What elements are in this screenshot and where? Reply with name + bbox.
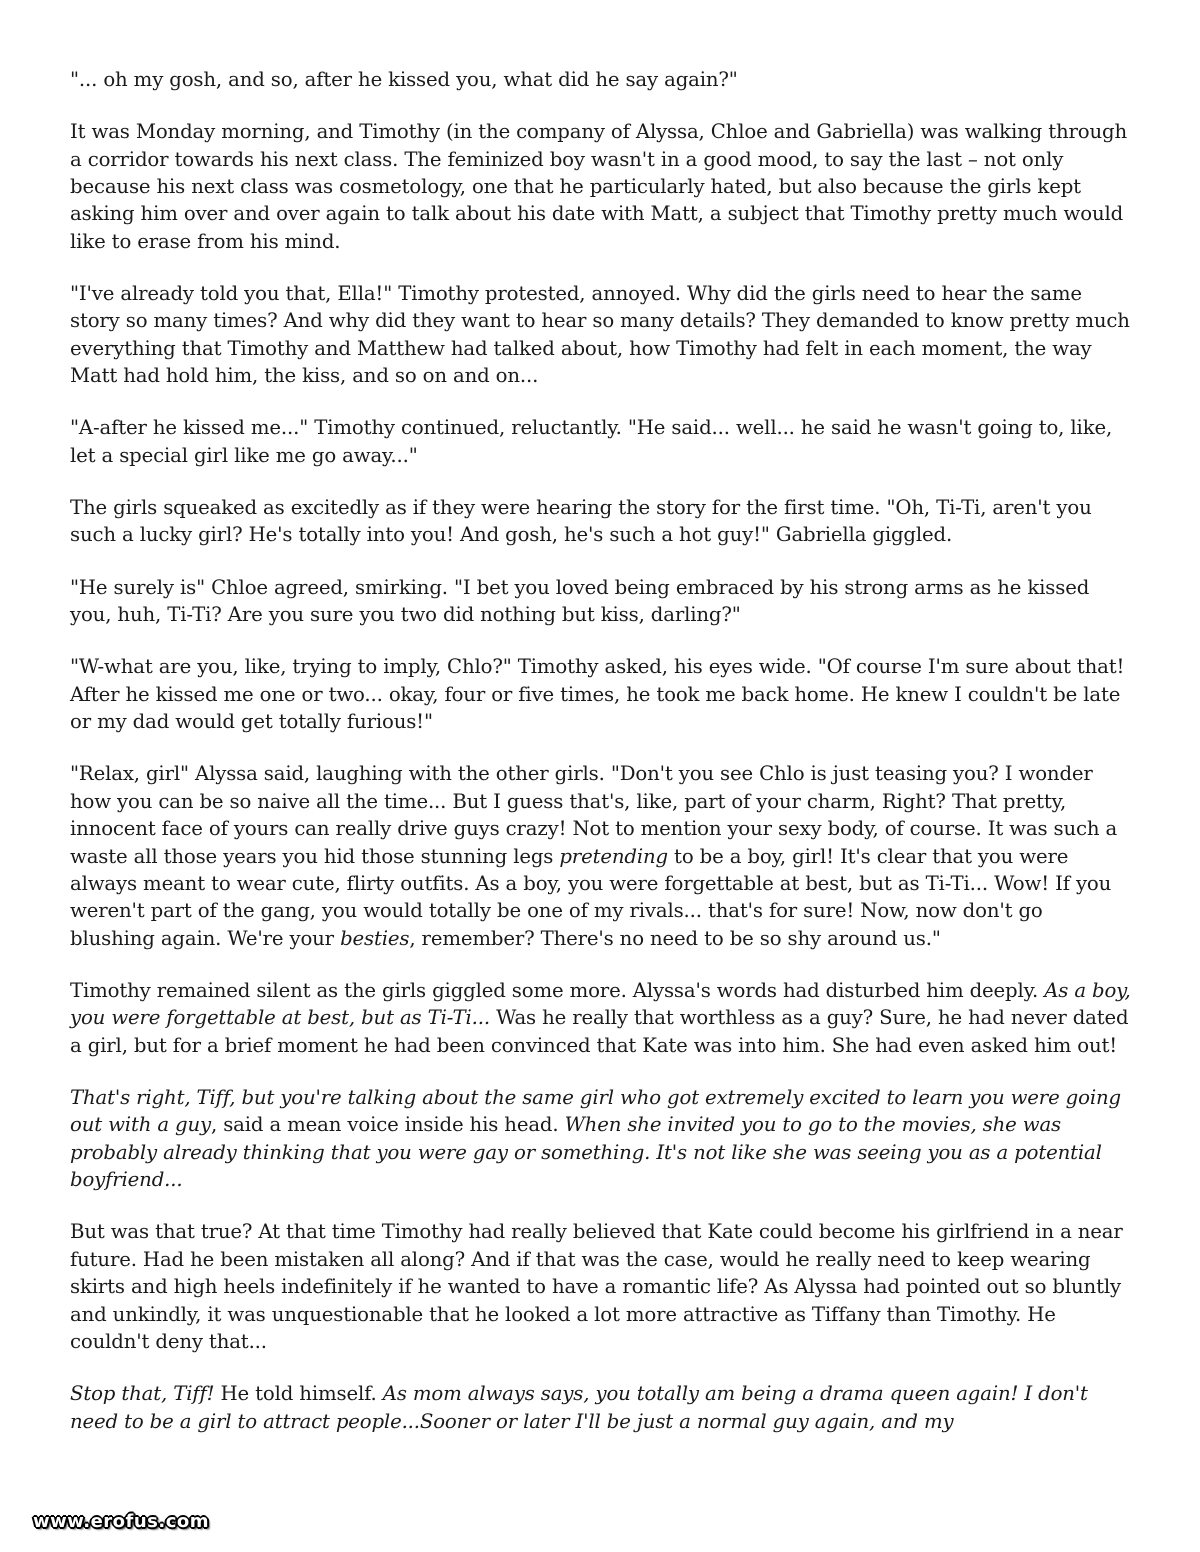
text-run: It was Monday morning, and Timothy (in the company of Alyssa, Chloe and Gabriella) was walking through a corridor towards his next class. The feminized boy wasn't in a good mood, to say the last – not only because his next class was cosmetology, one that he particularly hated, but also because the girls kept asking him over and over again to talk about his date with Matt, a subject that Timothy pretty much would like to erase from his mind. [70,120,1127,253]
text-run: "A-after he kissed me..." Timothy continued, reluctantly. "He said... well... he said he wasn't going to, like, let a special girl like me go away..." [70,416,1113,467]
site-watermark: www.erofus.com [33,1511,210,1532]
italic-text-run: besties [340,926,410,950]
paragraph [70,1380,1132,1435]
paragraph [70,1084,1132,1194]
paragraph [70,1218,1132,1355]
text-run: "... oh my gosh, and so, after he kissed you, what did he say again?" [70,68,738,91]
text-run: "He surely is" Chloe agreed, smirking. "I bet you loved being embraced by his strong arms as he kissed you, huh, Ti-Ti? Are you sure you two did nothing but kiss, darling?" [70,575,1090,627]
italic-text-run: Stop that, Tiff! [70,1382,215,1406]
paragraph [70,977,1132,1059]
paragraph [70,66,1132,93]
text-run: "Relax, girl" Alyssa said, laughing with the other girls. "Don't you see Chlo is just teasing you? I wonder how you can be so naive all the time... But I guess that's, like, part of your charm, Right? That pretty, innocent face of yours can really drive guys crazy! Not to mention your sexy body, of course. It was such a waste all those years you hid those stunning legs [70,762,1118,868]
text-run: "W-what are you, like, trying to imply, Chlo?" Timothy asked, his eyes wide. "Of course I'm sure about that! After he kissed me one or two... okay, four or five times, he took me back home. He knew I couldn't be late or my dad would get totally furious!" [70,655,1125,734]
document-body [70,66,1132,1460]
paragraph [70,494,1132,549]
text-run: , remember? There's no need to be so shy around us." [409,926,941,950]
text-run: Was he really that worthless as a guy? Sure, he had never dated a girl, but for a brief moment he had been convinced that Kate was into him. She had even asked him out! [70,1006,1129,1057]
paragraph [70,118,1132,255]
italic-text-run: When she invited you to go to the movies, she was probably already thinking that you were gay or something. It's not like she was seeing you as a potential boyfriend... [70,1113,1102,1192]
text-run: to be a boy, girl! It's clear that you were always meant to wear cute, flirty outfits. As a boy, you were forgettable at best, but as Ti-Ti... Wow! If you weren't part of the gang, you would totally be one of my rivals... that's for sure! Now, now don't go blushing again. We're your [70,844,1112,950]
paragraph [70,653,1132,735]
paragraph [70,280,1132,390]
italic-text-run: As mom always says, you totally am being a drama queen again! I don't need to be a girl to attract people...Sooner or later I'll be just a normal guy again, and my [70,1382,1088,1433]
italic-text-run: pretending [559,844,668,868]
text-run: He told himself. [214,1382,383,1406]
text-run: "I've already told you that, Ella!" Timothy protested, annoyed. Why did the girls need to hear the same story so many times? And why did they want to hear so many details? They demanded to know pretty much everything that Timothy and Matthew had talked about, how Timothy had felt in each moment, the way Matt had hold him, the kiss, and so on and on... [70,282,1130,388]
text-run: Timothy remained silent as the girls giggled some more. Alyssa's words had disturbed him deeply. [70,978,1045,1002]
paragraph [70,574,1132,629]
paragraph [70,414,1132,469]
italic-text-run: That's right, Tiff, but you're talking about the same girl who got extremely excited to learn you were going out with a guy [70,1085,1121,1137]
italic-text-run: As a boy, you were forgettable at best, but as Ti-Ti... [70,978,1131,1030]
paragraph [70,760,1132,952]
text-run: , said a mean voice inside his head. [211,1113,565,1137]
text-run: But was that true? At that time Timothy had really believed that Kate could become his girlfriend in a near future. Had he been mistaken all along? And if that was the case, would he really need to keep wearing skirts and high heels indefinitely if he wanted to have a romantic life? As Alyssa had pointed out so bluntly and unkindly, it was unquestionable that he looked a lot more attractive as Tiffany than Timothy. He couldn't deny that... [70,1220,1123,1353]
text-run: The girls squeaked as excitedly as if they were hearing the story for the first time. "Oh, Ti-Ti, aren't you such a lucky girl? He's totally into you! And gosh, he's such a hot guy!" Gabriella giggled. [70,496,1092,547]
